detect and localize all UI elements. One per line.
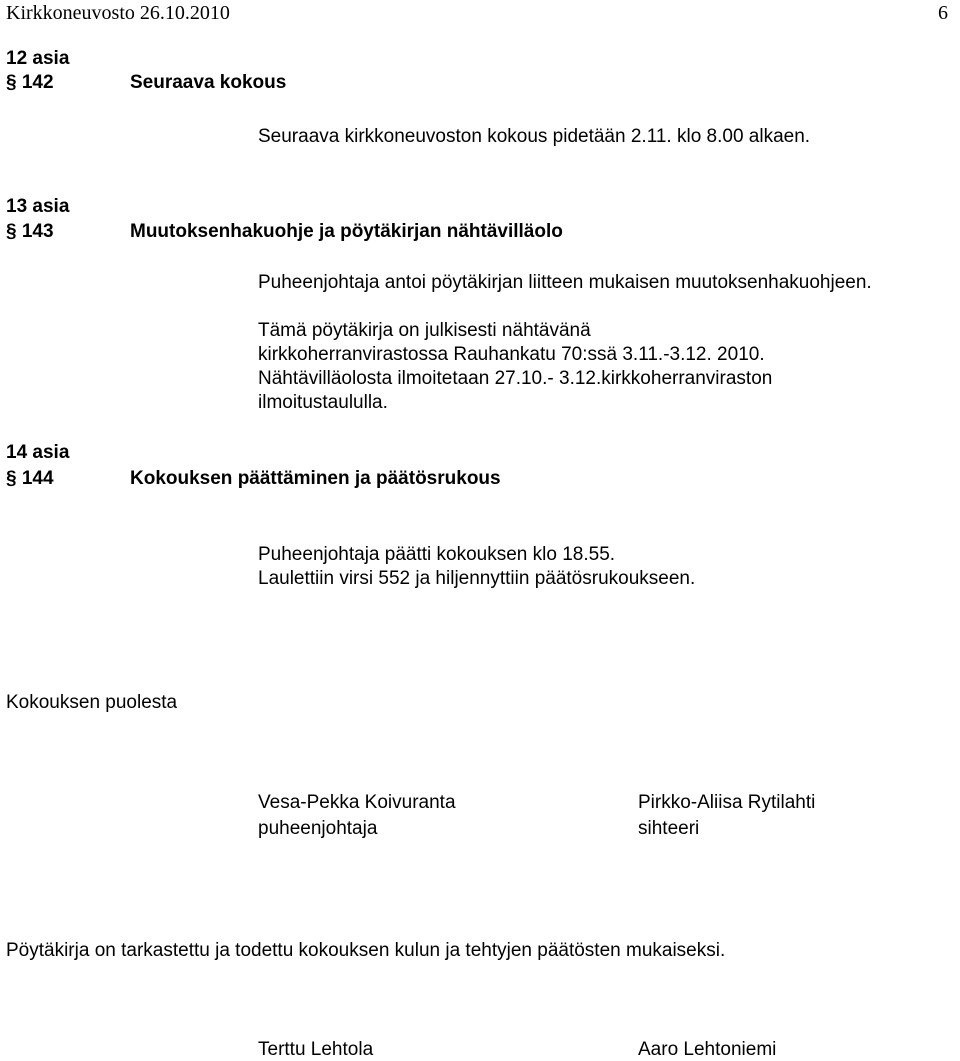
verifier-name: Aaro Lehtoniemi: [638, 1039, 777, 1060]
section-title: Kokouksen päättäminen ja päätösrukous: [130, 468, 501, 489]
page-number: 6: [938, 2, 948, 24]
verification-text: Pöytäkirja on tarkastettu ja todettu kokouksen kulun ja tehtyjen päätösten mukaiseksi.: [6, 940, 726, 961]
section-asia: 13 asia: [6, 196, 70, 217]
signer-name: Vesa-Pekka Koivuranta: [258, 792, 456, 813]
section-paragraph: Puheenjohtaja antoi pöytäkirjan liitteen mukaisen muutoksenhakuohjeen.: [258, 272, 872, 293]
section-title: Muutoksenhakuohje ja pöytäkirjan nähtävilläolo: [130, 221, 563, 242]
verifier-name: Terttu Lehtola: [258, 1039, 374, 1060]
section-asia: 14 asia: [6, 442, 70, 463]
section-number: § 144: [6, 468, 54, 489]
section-number: § 143: [6, 221, 54, 242]
section-title: Seuraava kokous: [130, 72, 287, 93]
signer-role: puheenjohtaja: [258, 818, 378, 839]
section-asia: 12 asia: [6, 48, 70, 69]
section-paragraph: Laulettiin virsi 552 ja hiljennyttiin päätösrukoukseen.: [258, 568, 696, 589]
header-title: Kirkkoneuvosto 26.10.2010: [6, 2, 230, 24]
signer-role: sihteeri: [638, 818, 700, 839]
section-number: § 142: [6, 72, 54, 93]
section-paragraph: Tämä pöytäkirja on julkisesti nähtävänä kirkkoherranvirastossa Rauhankatu 70:ssä 3.11.-3.12. 2010. Nähtävilläolosta ilmoitetaan 27.10.- 3.12.kirkkoherranviraston ilmoitustaululla.: [258, 320, 773, 413]
section-paragraph: Puheenjohtaja päätti kokouksen klo 18.55.: [258, 544, 616, 565]
signer-name: Pirkko-Aliisa Rytilahti: [638, 792, 816, 813]
on-behalf-label: Kokouksen puolesta: [6, 692, 178, 713]
section-paragraph: Seuraava kirkkoneuvoston kokous pidetään 2.11. klo 8.00 alkaen.: [258, 126, 811, 147]
